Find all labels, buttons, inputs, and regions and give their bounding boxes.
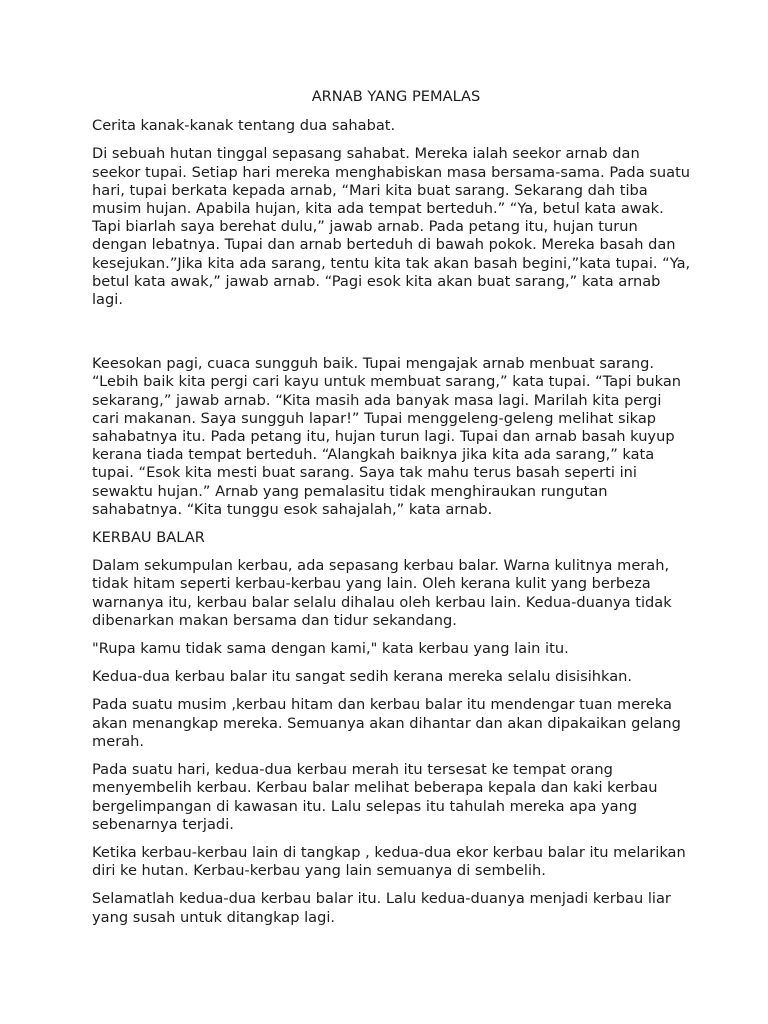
- section-heading: KERBAU BALAR: [92, 529, 205, 547]
- paragraph-kerbau-4: Pada suatu musim ,kerbau hitam dan kerbau balar itu mendengar tuan mereka akan menangkap mereka. Semuanya akan dihantar dan akan dipakaikan gelang merah.: [92, 696, 681, 750]
- paragraph-intro: Cerita kanak-kanak tentang dua sahabat.: [92, 117, 396, 135]
- paragraph-kerbau-1: Dalam sekumpulan kerbau, ada sepasang kerbau balar. Warna kulitnya merah, tidak hitam seperti kerbau-kerbau yang lain. Oleh kerana kulit yang berbeza warnanya itu, kerbau balar selalu dihalau oleh kerbau lain. Kedua-duanya tidak dibenarkan makan bersama dan tidur sekandang.: [92, 557, 672, 629]
- blank-space: [92, 319, 692, 355]
- document-title: ARNAB YANG PEMALAS: [311, 88, 481, 105]
- paragraph-kerbau-7: Selamatlah kedua-dua kerbau balar itu. Lalu kedua-duanya menjadi kerbau liar yang susah untuk ditangkap lagi.: [92, 890, 671, 926]
- paragraph-kerbau-5: Pada suatu hari, kedua-dua kerbau merah itu tersesat ke tempat orang menyembelih kerbau. Kerbau balar melihat beberapa kepala dan kaki kerbau bergelimpangan di kawasan itu. Lalu selepas itu tahulah mereka apa yang sebenarnya terjadi.: [92, 761, 658, 833]
- paragraph-kerbau-6: Ketika kerbau-kerbau lain di tangkap , kedua-dua ekor kerbau balar itu melarikan diri ke hutan. Kerbau-kerbau yang lain semuanya di sembelih.: [92, 843, 686, 880]
- paragraph-kerbau-3: Kedua-dua kerbau balar itu sangat sedih kerana mereka selalu disisihkan.: [92, 668, 633, 686]
- paragraph-story-1: Di sebuah hutan tinggal sepasang sahabat. Mereka ialah seekor arnab dan seekor tupai. Setiap hari mereka menghabiskan masa bersama-sama. Pada suatu hari, tupai berkata kepada arnab, “Mari kita buat sarang. Sekarang dah tiba musim hujan. Apabila hujan, kita ada tempat berteduh.” “Ya, betul kata awak. Tapi biarlah saya berehat dulu,” jawab arnab. Pada petang itu, hujan turun dengan lebatnya. Tupai dan arnab berteduh di bawah pokok. Mereka basah dan kesejukan.”Jika kita ada sarang, tentu kita tak akan basah begini,”kata tupai. “Ya, betul kata awak,” jawab arnab. “Pagi esok kita akan buat sarang,” kata arnab lagi.: [92, 145, 691, 309]
- document-body: [92, 88, 692, 937]
- paragraph-kerbau-2: "Rupa kamu tidak sama dengan kami," kata kerbau yang lain itu.: [92, 640, 569, 658]
- paragraph-story-2: Keesokan pagi, cuaca sungguh baik. Tupai mengajak arnab menbuat sarang. “Lebih baik kita pergi cari kayu untuk membuat sarang,” kata tupai. “Tapi bukan sekarang,” jawab arnab. “Kita masih ada banyak masa lagi. Marilah kita pergi cari makanan. Saya sungguh lapar!” Tupai menggeleng-geleng melihat sikap sahabatnya itu. Pada petang itu, hujan turun lagi. Tupai dan arnab basah kuyup kerana tiada tempat berteduh. “Alangkah baiknya jika kita ada sarang,” kata tupai. “Esok kita mesti buat sarang. Saya tak mahu terus basah seperti ini sewaktu hujan.” Arnab yang pemalasitu tidak menghiraukan rungutan sahabatnya. “Kita tunggu esok sahajalah,” kata arnab.: [92, 355, 682, 518]
